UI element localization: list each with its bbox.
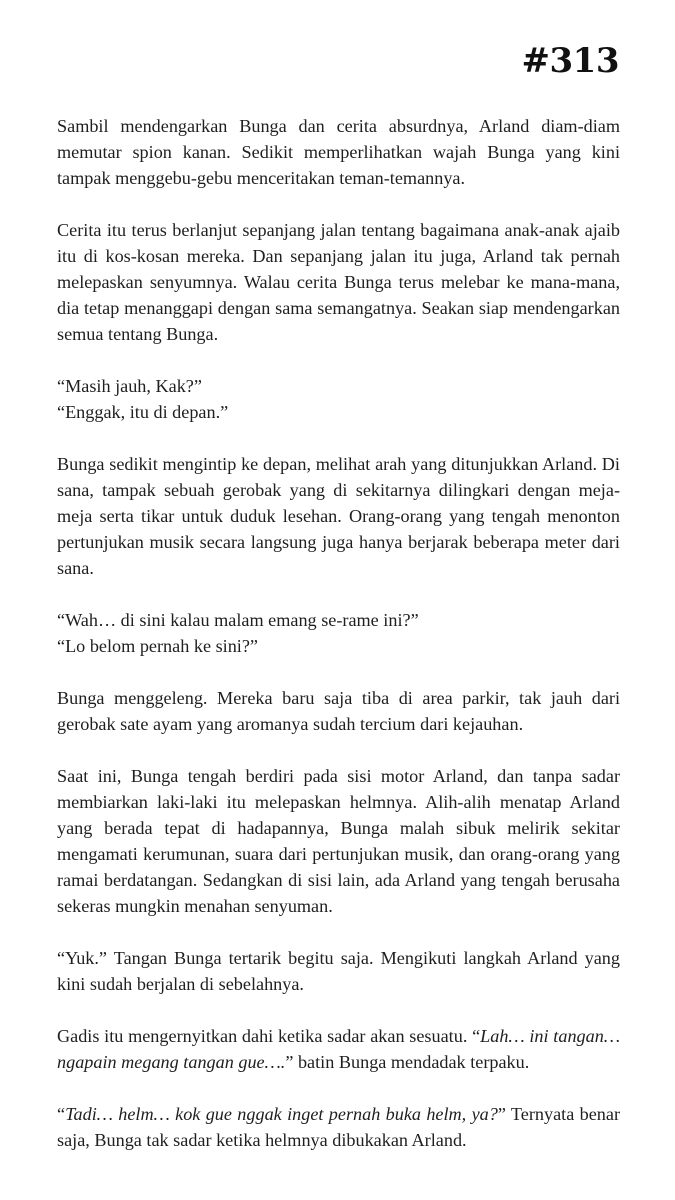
paragraph-4: Bunga menggeleng. Mereka baru saja tiba di area parkir, tak jauh dari gerobak sate ayam yang aromanya sudah tercium dari kejauhan. [57,688,620,734]
dialog-block-1 [57,373,620,425]
dialog-line: “Enggak, itu di depan.” [57,402,229,422]
dialog-line: “Lo belom pernah ke sini?” [57,636,258,656]
paragraph-7 [57,1023,620,1075]
chapter-number: #313 [521,41,619,81]
paragraph-8 [57,1101,620,1153]
story-body [57,113,620,1179]
paragraph-6: “Yuk.” Tangan Bunga tertarik begitu saja. Mengikuti langkah Arland yang kini sudah berjalan di sebelahnya. [57,948,620,994]
dialog-line: “Wah… di sini kalau malam emang se-rame ini?” [57,610,419,630]
paragraph-1: Sambil mendengarkan Bunga dan cerita absurdnya, Arland diam-diam memutar spion kanan. Sedikit memperlihatkan wajah Bunga yang kini tampak menggebu-gebu menceritakan teman-temannya. [57,116,620,188]
paragraph-2: Cerita itu terus berlanjut sepanjang jalan tentang bagaimana anak-anak ajaib itu di kos-kosan mereka. Dan sepanjang jalan itu juga, Arland tak pernah melepaskan senyumnya. Walau cerita Bunga terus melebar ke mana-mana, dia tetap menanggapi dengan sama semangatnya. Seakan siap mendengarkan semua tentang Bunga. [57,220,620,344]
text-run: ” Ternyata benar saja, Bunga tak sadar ketika helmnya dibukakan Arland. [57,1104,621,1150]
text-run: “ [57,1104,66,1124]
paragraph-5: Saat ini, Bunga tengah berdiri pada sisi motor Arland, dan tanpa sadar membiarkan laki-laki itu melepaskan helmnya. Alih-alih menatap Arland yang berada tepat di hadapannya, Bunga malah sibuk melirik sekitar mengamati kerumunan, suara dari pertunjukan musik, dan orang-orang yang ramai berdatangan. Sedangkan di sisi lain, ada Arland yang tengah berusaha sekeras mungkin menahan senyuman. [57,766,620,916]
paragraph-3: Bunga sedikit mengintip ke depan, melihat arah yang ditunjukkan Arland. Di sana, tampak sebuah gerobak yang di sekitarnya dilingkari dengan meja-meja serta tikar untuk duduk lesehan. Orang-orang yang tengah menonton pertunjukan musik secara langsung juga hanya berjarak beberapa meter dari sana. [57,454,620,578]
text-run: Gadis itu mengernyitkan dahi ketika sadar akan sesuatu. “ [57,1026,481,1046]
dialog-block-2 [57,607,620,659]
inner-thought: Lah… ini tangan… ngapain megang tangan gue…. [57,1026,620,1072]
inner-thought: Tadi… helm… kok gue nggak inget pernah buka helm, ya? [65,1104,498,1124]
dialog-line: “Masih jauh, Kak?” [57,376,202,396]
text-run: ” batin Bunga mendadak terpaku. [285,1052,530,1072]
